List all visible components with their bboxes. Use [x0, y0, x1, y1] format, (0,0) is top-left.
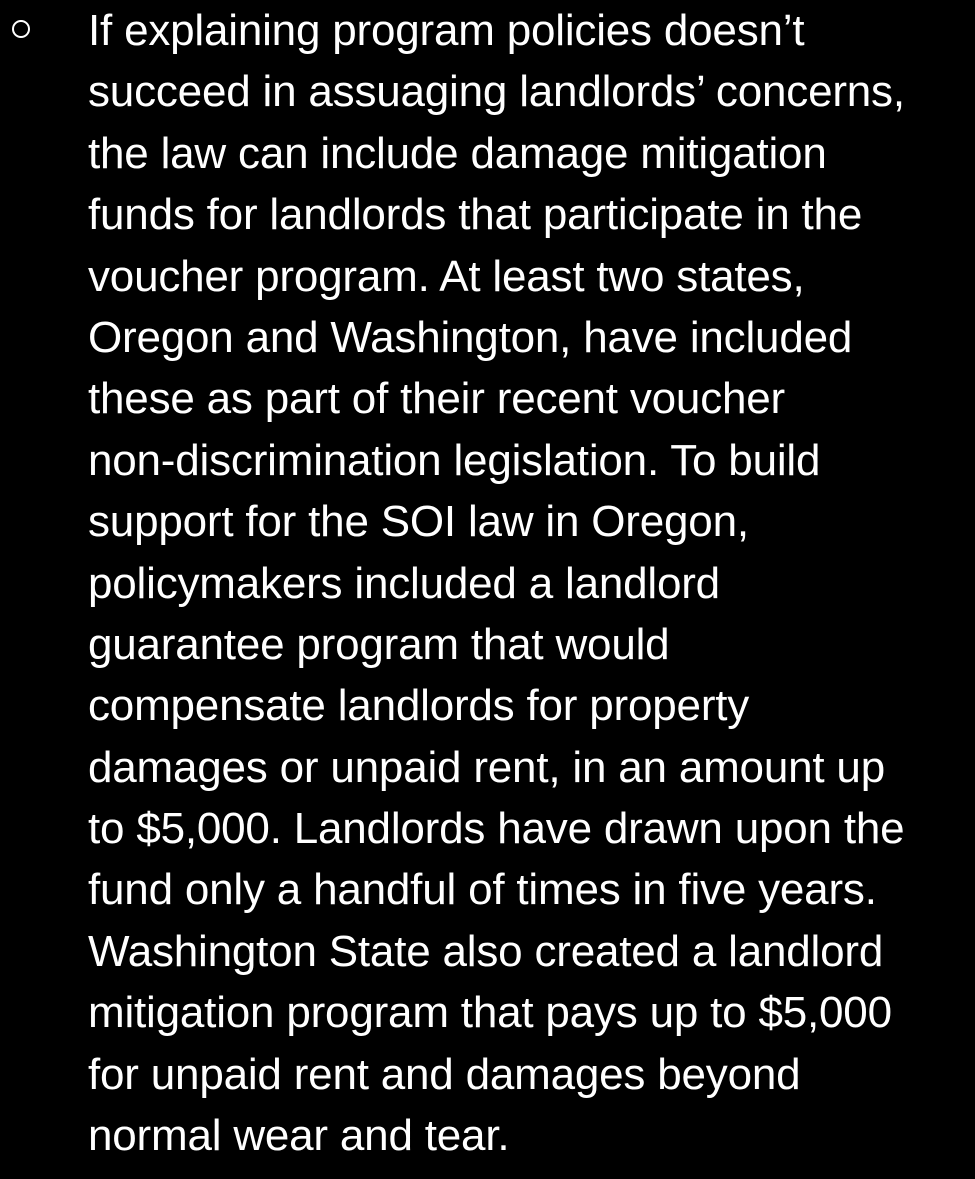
paragraph-line: the law can include damage mitigation: [88, 128, 827, 178]
paragraph-line: these as part of their recent voucher: [88, 374, 785, 424]
paragraph-line: Washington State also created a landlord: [88, 926, 884, 976]
paragraph-line: policymakers included a landlord: [88, 558, 720, 608]
paragraph-line: succeed in assuaging landlords’ concerns,: [88, 67, 905, 117]
paragraph-line: support for the SOI law in Oregon,: [88, 497, 749, 547]
paragraph-line: funds for landlords that participate in the: [88, 190, 863, 240]
paragraph-line: guarantee program that would: [88, 619, 670, 669]
paragraph-line: mitigation program that pays up to $5,000: [88, 988, 892, 1038]
paragraph-line: compensate landlords for property: [88, 681, 750, 731]
paragraph-line: Oregon and Washington, have included: [88, 312, 853, 362]
paragraph-line: damages or unpaid rent, in an amount up: [88, 742, 885, 792]
paragraph-line: normal wear and tear.: [88, 1111, 510, 1161]
hollow-circle-bullet-icon: [12, 20, 30, 38]
paragraph-line: voucher program. At least two states,: [88, 251, 805, 301]
paragraph-line: for unpaid rent and damages beyond: [88, 1049, 801, 1099]
paragraph-line: If explaining program policies doesn’t: [88, 6, 805, 55]
bullet-paragraph: [88, 0, 905, 1166]
paragraph-line: to $5,000. Landlords have drawn upon the: [88, 804, 905, 854]
paragraph-line: fund only a handful of times in five years.: [88, 865, 877, 915]
paragraph-line: non-discrimination legislation. To build: [88, 435, 821, 485]
